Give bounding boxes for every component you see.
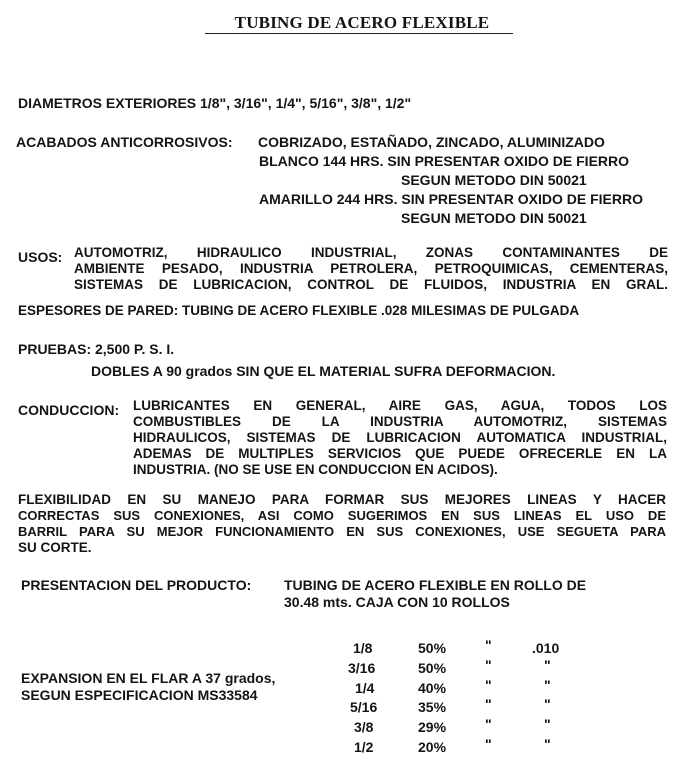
value-cell: .010: [532, 640, 560, 656]
document-title: TUBING DE ACERO FLEXIBLE: [234, 13, 490, 32]
conduccion-label: CONDUCCION:: [18, 402, 120, 418]
percent-cell: 50%: [418, 660, 447, 676]
presentacion-line-1: TUBING DE ACERO FLEXIBLE EN ROLLO DE: [284, 577, 587, 593]
value-cell: ": [544, 736, 551, 752]
size-cell: 5/16: [350, 699, 378, 715]
percent-cell: 40%: [418, 680, 447, 696]
acabados-line-5: SEGUN METODO DIN 50021: [401, 210, 587, 226]
ditto-mark: ": [485, 736, 492, 752]
flexibilidad-line-3: BARRIL PARA SU MEJOR FUNCIONAMIENTO EN SUS CONEXIONES, USE SEGUETA PARA: [18, 524, 666, 539]
flexibilidad-line-4: SU CORTE.: [18, 540, 92, 555]
acabados-line-4: AMARILLO 244 HRS. SIN PRESENTAR OXIDO DE FIERRO: [259, 191, 644, 207]
ditto-mark: ": [485, 696, 492, 712]
percent-cell: 50%: [418, 640, 447, 656]
conduccion-line-5: INDUSTRIA. (NO SE USE EN CONDUCCION EN ACIDOS).: [133, 462, 498, 477]
size-cell: 1/2: [354, 739, 374, 755]
flexibilidad-line-1: FLEXIBILIDAD EN SU MANEJO PARA FORMAR SUS MEJORES LINEAS Y HACER: [18, 492, 666, 507]
usos-line-1: AUTOMOTRIZ, HIDRAULICO INDUSTRIAL, ZONAS CONTAMINANTES DE: [74, 245, 668, 260]
expansion-label-2: SEGUN ESPECIFICACION MS33584: [21, 687, 258, 703]
usos-label: USOS:: [18, 249, 63, 265]
acabados-label: ACABADOS ANTICORROSIVOS:: [16, 134, 233, 150]
expansion-label-1: EXPANSION EN EL FLAR A 37 grados,: [21, 670, 276, 686]
acabados-line-1: COBRIZADO, ESTAÑADO, ZINCADO, ALUMINIZADO: [258, 134, 605, 150]
ditto-mark: ": [485, 716, 492, 732]
size-cell: 3/8: [354, 719, 374, 735]
size-cell: 1/4: [355, 680, 375, 696]
flexibilidad-line-2: CORRECTAS SUS CONEXIONES, ASI COMO SUGERIMOS EN SUS LINEAS EL USO DE: [18, 508, 666, 523]
acabados-line-3: SEGUN METODO DIN 50021: [401, 172, 587, 188]
acabados-line-2: BLANCO 144 HRS. SIN PRESENTAR OXIDO DE FIERRO: [259, 153, 630, 169]
conduccion-line-1: LUBRICANTES EN GENERAL, AIRE GAS, AGUA, TODOS LOS: [133, 398, 667, 413]
value-cell: ": [544, 696, 551, 712]
usos-line-2: AMBIENTE PESADO, INDUSTRIA PETROLERA, PETROQUIMICAS, CEMENTERAS,: [74, 261, 668, 276]
diametros-line: DIAMETROS EXTERIORES 1/8", 3/16", 1/4", 5/16", 3/8", 1/2": [18, 95, 412, 111]
ditto-mark: ": [485, 657, 492, 673]
ditto-mark: ": [485, 637, 492, 653]
usos-line-3: SISTEMAS DE LUBRICACION, CONTROL DE FLUIDOS, INDUSTRIA EN GRAL.: [74, 277, 668, 292]
value-cell: ": [544, 657, 551, 673]
value-cell: ": [544, 677, 551, 693]
espesores-line: ESPESORES DE PARED: TUBING DE ACERO FLEXIBLE .028 MILESIMAS DE PULGADA: [18, 303, 580, 318]
conduccion-line-3: HIDRAULICOS, SISTEMAS DE LUBRICACION AUTOMATICA INDUSTRIAL,: [133, 430, 667, 445]
presentacion-label: PRESENTACION DEL PRODUCTO:: [21, 577, 252, 593]
percent-cell: 20%: [418, 739, 447, 755]
conduccion-line-2: COMBUSTIBLES DE LA INDUSTRIA AUTOMOTRIZ, SISTEMAS: [133, 414, 667, 429]
conduccion-line-4: ADEMAS DE MULTIPLES SERVICIOS QUE PUEDE OFRECERLE EN LA: [133, 446, 667, 461]
pruebas-line: PRUEBAS: 2,500 P. S. I.: [18, 341, 175, 357]
percent-cell: 29%: [418, 719, 447, 735]
dobles-line: DOBLES A 90 grados SIN QUE EL MATERIAL SUFRA DEFORMACION.: [91, 363, 556, 379]
size-cell: 3/16: [348, 660, 376, 676]
title-underline: [205, 33, 513, 34]
size-cell: 1/8: [353, 640, 373, 656]
percent-cell: 35%: [418, 699, 447, 715]
ditto-mark: ": [485, 677, 492, 693]
value-cell: ": [544, 716, 551, 732]
presentacion-line-2: 30.48 mts. CAJA CON 10 ROLLOS: [284, 594, 510, 610]
